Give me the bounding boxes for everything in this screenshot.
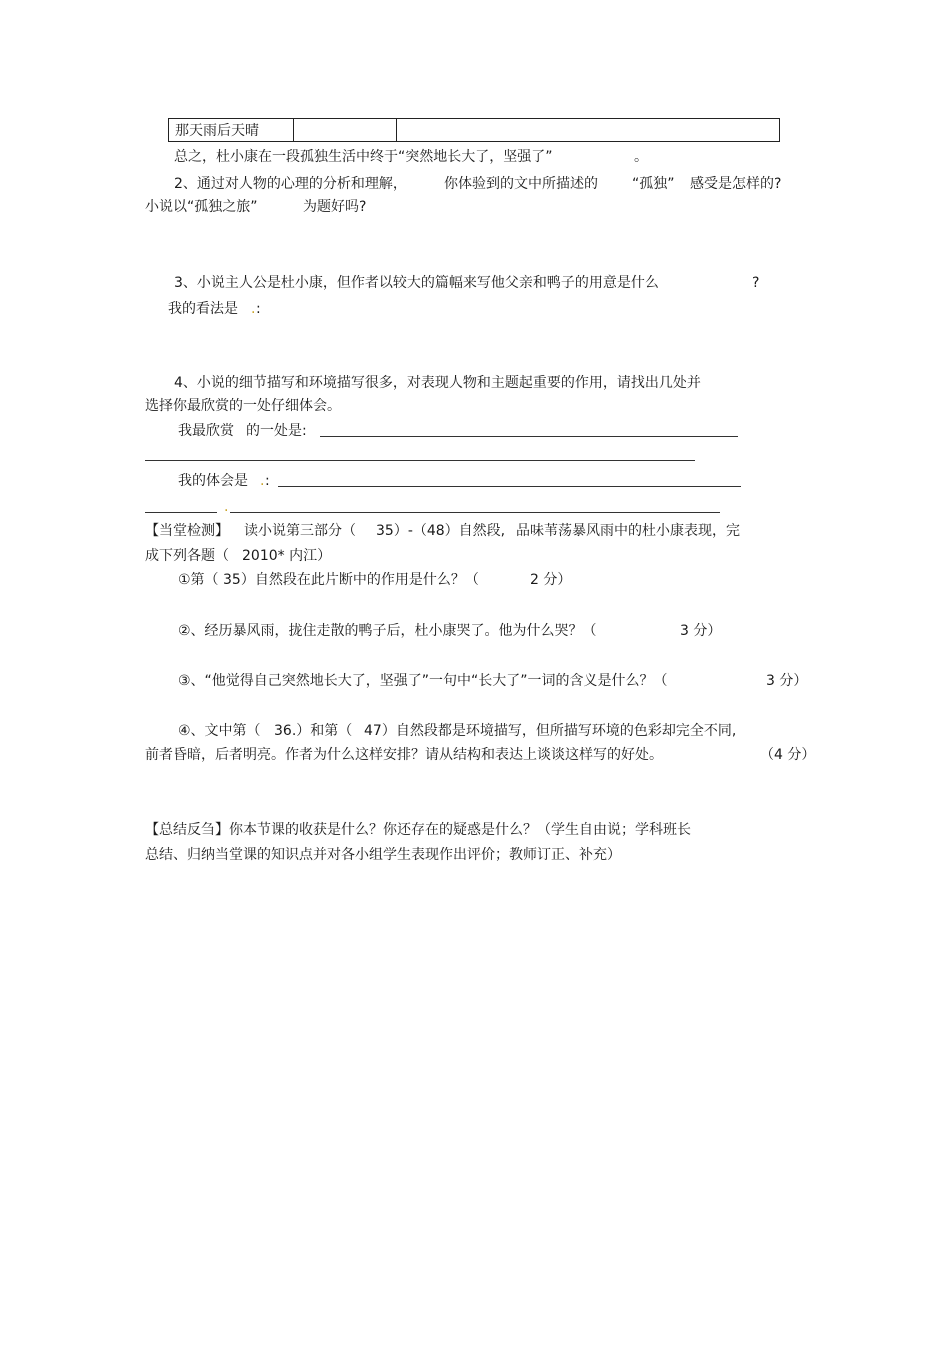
answer-line[interactable] [145, 512, 217, 513]
answer-line[interactable] [230, 512, 720, 513]
test-sub-question: 前者昏暗，后者明亮。作者为什么这样安排？请从结构和表达上谈谈这样写的好处。 [145, 747, 663, 763]
q2-text: 为题好吗? [303, 199, 367, 215]
q4-text: 4、小说的细节描写和环境描写很多，对表现人物和主题起重要的作用，请找出几处并 [174, 375, 701, 391]
table-cell-blank[interactable] [397, 119, 780, 142]
test-text: 读小说第三部分（ [244, 523, 356, 539]
q4-dot: . [260, 473, 265, 489]
test-sub-question: 47）自然段都是环境描写，但所描写环境的色彩却完全不同, [364, 723, 737, 739]
q3-text: 3、小说主人公是杜小康，但作者以较大的篇幅来写他父亲和鸭子的用意是什么 [174, 275, 659, 291]
answer-line[interactable] [145, 460, 695, 461]
test-score: 3 分） [766, 673, 808, 689]
q3-dot: . [251, 301, 256, 317]
trail-dot: . [224, 499, 229, 515]
summary-section-heading: 【总结反刍】你本节课的收获是什么？你还存在的疑惑是什么？（学生自由说；学科班长 [145, 822, 691, 838]
q3-answer-label: 我的看法是 [168, 301, 238, 317]
test-heading: 【当堂检测】 [145, 523, 229, 539]
answer-line[interactable] [278, 486, 741, 487]
test-sub-question: ④、文中第（ [178, 723, 261, 739]
test-text: 成下列各题（ [145, 548, 229, 564]
q4-text: 选择你最欣赏的一处仔细体会。 [145, 398, 341, 414]
test-sub-question: ①第（ 35）自然段在此片断中的作用是什么？（ [178, 572, 479, 588]
q2-text: 感受是怎样的? [690, 176, 782, 192]
table-cell-blank[interactable] [294, 119, 397, 142]
answer-table [168, 118, 780, 142]
q3-colon: : [256, 301, 261, 317]
test-sub-question: 36.）和第（ [274, 723, 353, 739]
q3-text: ? [752, 275, 760, 291]
summary-line: 总之，杜小康在一段孤独生活中终于“突然地长大了，坚强了” [174, 149, 553, 165]
q4-feel-label: 我的体会是 [178, 473, 248, 489]
test-score: 2 分） [530, 572, 572, 588]
test-text: 35）-（48）自然段, [376, 523, 506, 539]
q2-text: 小说以“孤独之旅” [145, 199, 258, 215]
test-score: （4 分） [760, 747, 816, 763]
q4-colon: : [265, 473, 270, 489]
q4-fav-label: 的一处是: [246, 423, 307, 439]
test-text: 2010* 内江） [242, 548, 332, 564]
table-cell-label: 那天雨后天晴 [169, 119, 294, 142]
test-score: 3 分） [680, 623, 722, 639]
q2-text: “孤独” [632, 176, 675, 192]
summary-end: 。 [634, 149, 648, 165]
table-row [169, 119, 780, 142]
test-sub-question: ②、经历暴风雨，拢住走散的鸭子后，杜小康哭了。他为什么哭？（ [178, 623, 597, 639]
q4-fav-label: 我最欣赏 [178, 423, 234, 439]
q2-text: 你体验到的文中所描述的 [444, 176, 598, 192]
summary-section-text: 总结、归纳当堂课的知识点并对各小组学生表现作出评价；教师订正、补充） [145, 847, 621, 863]
q2-text: 2、通过对人物的心理的分析和理解， [174, 176, 407, 192]
test-text: 品味苇荡暴风雨中的杜小康表现，完 [516, 523, 740, 539]
answer-line[interactable] [320, 436, 738, 437]
test-sub-question: ③、“他觉得自己突然地长大了，坚强了”一句中“长大了”一词的含义是什么？（ [178, 673, 668, 689]
